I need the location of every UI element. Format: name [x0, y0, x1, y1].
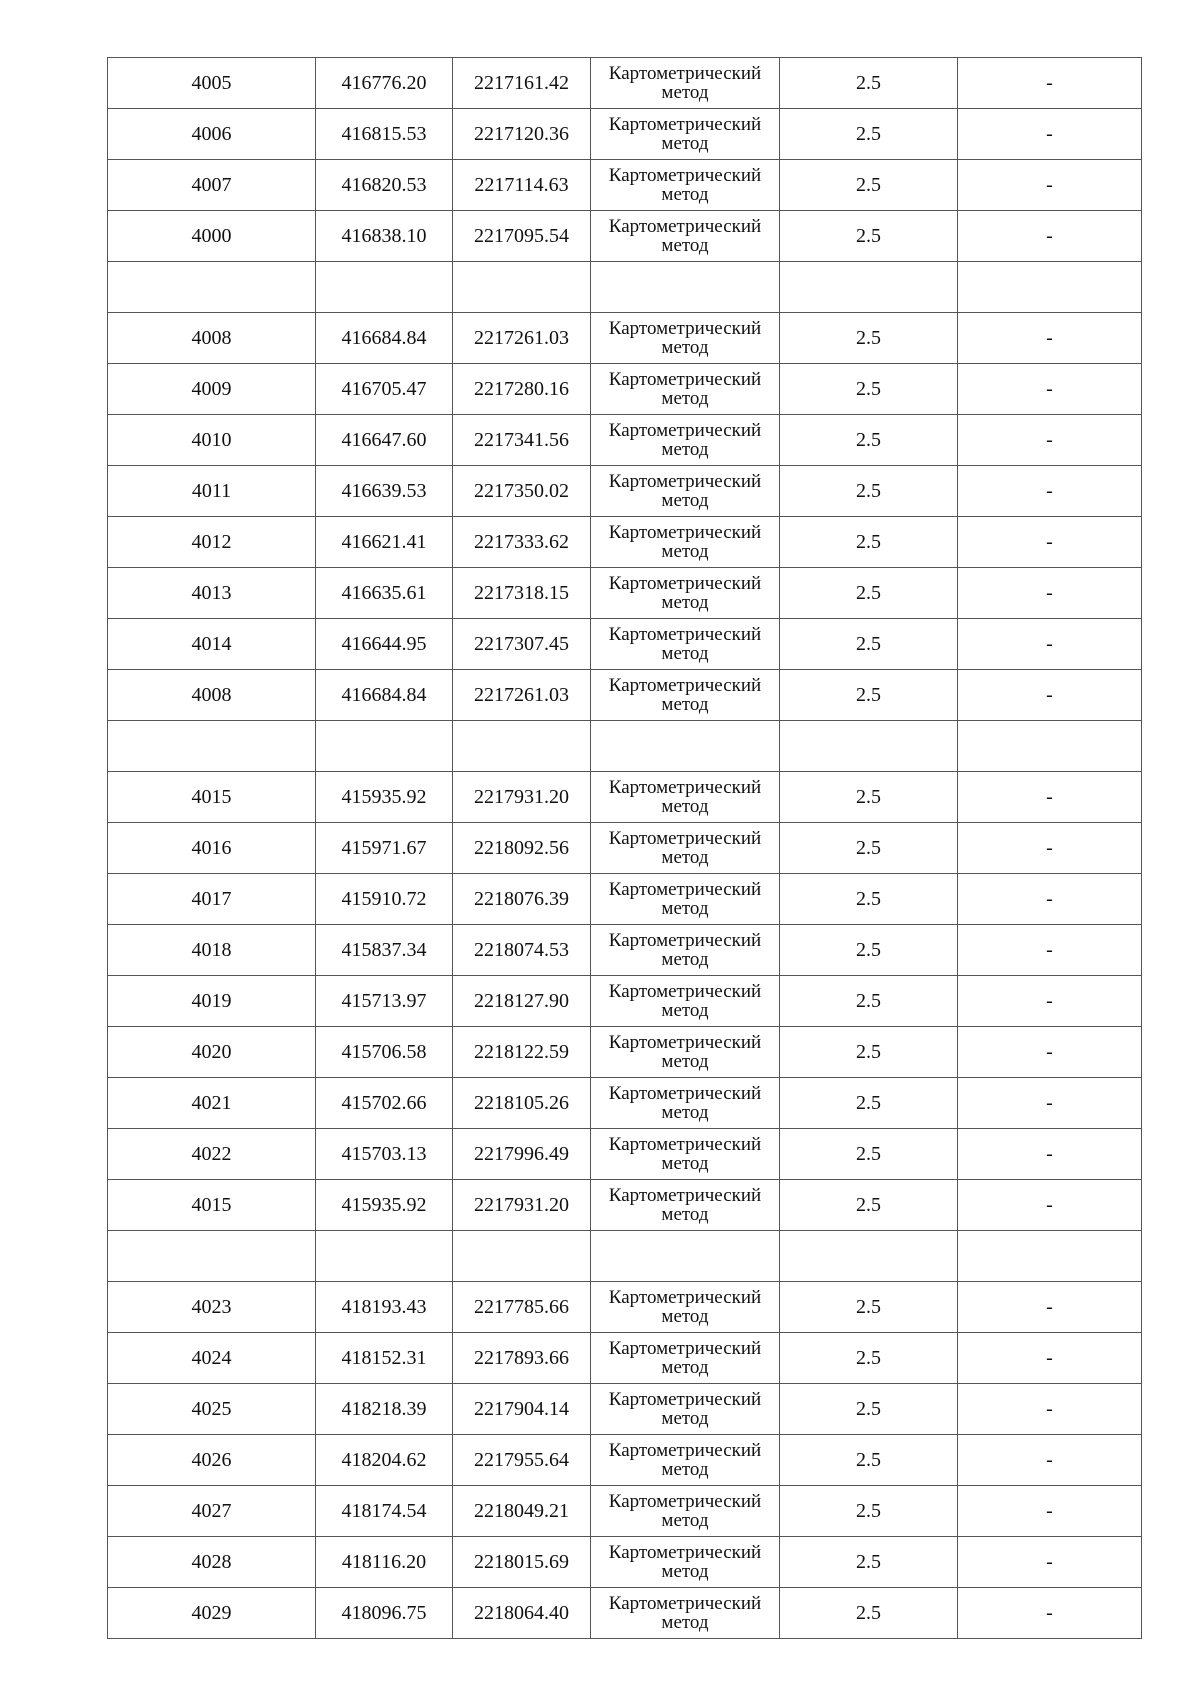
- coordinates-table: [107, 57, 1142, 1639]
- x-coordinate-cell: 415935.92: [316, 772, 453, 823]
- method-cell: Картометрический метод: [591, 1078, 780, 1129]
- note-cell: -: [958, 109, 1142, 160]
- accuracy-cell: 2.5: [780, 415, 958, 466]
- method-cell: Картометрический метод: [591, 211, 780, 262]
- table-row: [108, 1588, 1142, 1639]
- point-number-cell: 4016: [108, 823, 316, 874]
- x-coordinate-cell: 416838.10: [316, 211, 453, 262]
- note-cell: -: [958, 466, 1142, 517]
- y-coordinate-cell: 2217261.03: [453, 670, 591, 721]
- accuracy-cell: 2.5: [780, 1078, 958, 1129]
- note-cell: -: [958, 58, 1142, 109]
- y-coordinate-cell: 2218122.59: [453, 1027, 591, 1078]
- accuracy-cell: 2.5: [780, 772, 958, 823]
- y-coordinate-cell: 2218076.39: [453, 874, 591, 925]
- method-cell: Картометрический метод: [591, 1435, 780, 1486]
- y-coordinate-cell: 2217341.56: [453, 415, 591, 466]
- table-row: [108, 109, 1142, 160]
- accuracy-cell: 2.5: [780, 1129, 958, 1180]
- note-cell: -: [958, 874, 1142, 925]
- empty-cell: [316, 721, 453, 772]
- y-coordinate-cell: 2217333.62: [453, 517, 591, 568]
- accuracy-cell: 2.5: [780, 1435, 958, 1486]
- point-number-cell: 4015: [108, 772, 316, 823]
- y-coordinate-cell: 2218105.26: [453, 1078, 591, 1129]
- note-cell: -: [958, 1180, 1142, 1231]
- note-cell: -: [958, 925, 1142, 976]
- method-cell: Картометрический метод: [591, 619, 780, 670]
- table-row: [108, 1078, 1142, 1129]
- point-number-cell: 4007: [108, 160, 316, 211]
- accuracy-cell: 2.5: [780, 670, 958, 721]
- point-number-cell: 4024: [108, 1333, 316, 1384]
- table-row: [108, 160, 1142, 211]
- table-row: [108, 1486, 1142, 1537]
- empty-cell: [108, 721, 316, 772]
- table-row: [108, 1537, 1142, 1588]
- note-cell: -: [958, 1588, 1142, 1639]
- point-number-cell: 4008: [108, 670, 316, 721]
- method-cell: Картометрический метод: [591, 1027, 780, 1078]
- x-coordinate-cell: 416647.60: [316, 415, 453, 466]
- y-coordinate-cell: 2218092.56: [453, 823, 591, 874]
- accuracy-cell: 2.5: [780, 1027, 958, 1078]
- empty-cell: [780, 1231, 958, 1282]
- accuracy-cell: 2.5: [780, 976, 958, 1027]
- note-cell: -: [958, 1078, 1142, 1129]
- accuracy-cell: 2.5: [780, 160, 958, 211]
- point-number-cell: 4028: [108, 1537, 316, 1588]
- x-coordinate-cell: 418152.31: [316, 1333, 453, 1384]
- x-coordinate-cell: 415713.97: [316, 976, 453, 1027]
- table-row: [108, 1129, 1142, 1180]
- y-coordinate-cell: 2217955.64: [453, 1435, 591, 1486]
- method-cell: Картометрический метод: [591, 1486, 780, 1537]
- point-number-cell: 4015: [108, 1180, 316, 1231]
- accuracy-cell: 2.5: [780, 1486, 958, 1537]
- y-coordinate-cell: 2217307.45: [453, 619, 591, 670]
- point-number-cell: 4026: [108, 1435, 316, 1486]
- method-cell: Картометрический метод: [591, 1384, 780, 1435]
- empty-cell: [591, 262, 780, 313]
- y-coordinate-cell: 2217350.02: [453, 466, 591, 517]
- table-row: [108, 517, 1142, 568]
- method-cell: Картометрический метод: [591, 415, 780, 466]
- accuracy-cell: 2.5: [780, 517, 958, 568]
- accuracy-cell: 2.5: [780, 364, 958, 415]
- table-row: [108, 1027, 1142, 1078]
- y-coordinate-cell: 2217893.66: [453, 1333, 591, 1384]
- point-number-cell: 4021: [108, 1078, 316, 1129]
- table-row: [108, 1180, 1142, 1231]
- table-row: [108, 313, 1142, 364]
- y-coordinate-cell: 2218074.53: [453, 925, 591, 976]
- point-number-cell: 4019: [108, 976, 316, 1027]
- point-number-cell: 4010: [108, 415, 316, 466]
- note-cell: -: [958, 670, 1142, 721]
- accuracy-cell: 2.5: [780, 823, 958, 874]
- y-coordinate-cell: 2217931.20: [453, 772, 591, 823]
- table-row: [108, 670, 1142, 721]
- point-number-cell: 4022: [108, 1129, 316, 1180]
- point-number-cell: 4020: [108, 1027, 316, 1078]
- empty-cell: [958, 721, 1142, 772]
- x-coordinate-cell: 415703.13: [316, 1129, 453, 1180]
- y-coordinate-cell: 2217095.54: [453, 211, 591, 262]
- x-coordinate-cell: 415837.34: [316, 925, 453, 976]
- x-coordinate-cell: 416644.95: [316, 619, 453, 670]
- x-coordinate-cell: 418204.62: [316, 1435, 453, 1486]
- accuracy-cell: 2.5: [780, 1537, 958, 1588]
- accuracy-cell: 2.5: [780, 1333, 958, 1384]
- note-cell: -: [958, 364, 1142, 415]
- table-row: [108, 466, 1142, 517]
- x-coordinate-cell: 416684.84: [316, 670, 453, 721]
- x-coordinate-cell: 416684.84: [316, 313, 453, 364]
- table-row: [108, 364, 1142, 415]
- y-coordinate-cell: 2217318.15: [453, 568, 591, 619]
- y-coordinate-cell: 2218049.21: [453, 1486, 591, 1537]
- note-cell: -: [958, 313, 1142, 364]
- table-row: [108, 415, 1142, 466]
- empty-cell: [958, 1231, 1142, 1282]
- method-cell: Картометрический метод: [591, 568, 780, 619]
- accuracy-cell: 2.5: [780, 1282, 958, 1333]
- accuracy-cell: 2.5: [780, 313, 958, 364]
- method-cell: Картометрический метод: [591, 109, 780, 160]
- method-cell: Картометрический метод: [591, 1282, 780, 1333]
- point-number-cell: 4008: [108, 313, 316, 364]
- point-number-cell: 4011: [108, 466, 316, 517]
- method-cell: Картометрический метод: [591, 1333, 780, 1384]
- table-row: [108, 58, 1142, 109]
- y-coordinate-cell: 2218015.69: [453, 1537, 591, 1588]
- method-cell: Картометрический метод: [591, 517, 780, 568]
- x-coordinate-cell: 415971.67: [316, 823, 453, 874]
- x-coordinate-cell: 415702.66: [316, 1078, 453, 1129]
- note-cell: -: [958, 211, 1142, 262]
- method-cell: Картометрический метод: [591, 466, 780, 517]
- method-cell: Картометрический метод: [591, 976, 780, 1027]
- x-coordinate-cell: 416621.41: [316, 517, 453, 568]
- y-coordinate-cell: 2218127.90: [453, 976, 591, 1027]
- x-coordinate-cell: 416815.53: [316, 109, 453, 160]
- method-cell: Картометрический метод: [591, 874, 780, 925]
- method-cell: Картометрический метод: [591, 772, 780, 823]
- method-cell: Картометрический метод: [591, 1537, 780, 1588]
- empty-cell: [453, 1231, 591, 1282]
- x-coordinate-cell: 416820.53: [316, 160, 453, 211]
- note-cell: -: [958, 568, 1142, 619]
- accuracy-cell: 2.5: [780, 568, 958, 619]
- method-cell: Картометрический метод: [591, 1180, 780, 1231]
- empty-cell: [780, 262, 958, 313]
- table-row: [108, 874, 1142, 925]
- accuracy-cell: 2.5: [780, 619, 958, 670]
- table-row: [108, 1384, 1142, 1435]
- y-coordinate-cell: 2217931.20: [453, 1180, 591, 1231]
- method-cell: Картометрический метод: [591, 1588, 780, 1639]
- note-cell: -: [958, 772, 1142, 823]
- x-coordinate-cell: 416776.20: [316, 58, 453, 109]
- table-row: [108, 1282, 1142, 1333]
- x-coordinate-cell: 416639.53: [316, 466, 453, 517]
- y-coordinate-cell: 2217996.49: [453, 1129, 591, 1180]
- point-number-cell: 4014: [108, 619, 316, 670]
- table-row: [108, 211, 1142, 262]
- point-number-cell: 4005: [108, 58, 316, 109]
- accuracy-cell: 2.5: [780, 109, 958, 160]
- table-row: [108, 925, 1142, 976]
- note-cell: -: [958, 823, 1142, 874]
- y-coordinate-cell: 2217161.42: [453, 58, 591, 109]
- empty-cell: [958, 262, 1142, 313]
- method-cell: Картометрический метод: [591, 160, 780, 211]
- empty-cell: [453, 262, 591, 313]
- empty-cell: [316, 262, 453, 313]
- empty-cell: [108, 1231, 316, 1282]
- coordinates-table-body: [108, 58, 1142, 1639]
- separator-row: [108, 721, 1142, 772]
- x-coordinate-cell: 415706.58: [316, 1027, 453, 1078]
- method-cell: Картометрический метод: [591, 58, 780, 109]
- note-cell: -: [958, 1537, 1142, 1588]
- note-cell: -: [958, 1384, 1142, 1435]
- y-coordinate-cell: 2217261.03: [453, 313, 591, 364]
- table-row: [108, 823, 1142, 874]
- table-row: [108, 1333, 1142, 1384]
- note-cell: -: [958, 1486, 1142, 1537]
- separator-row: [108, 262, 1142, 313]
- note-cell: -: [958, 415, 1142, 466]
- accuracy-cell: 2.5: [780, 58, 958, 109]
- accuracy-cell: 2.5: [780, 466, 958, 517]
- point-number-cell: 4000: [108, 211, 316, 262]
- table-row: [108, 619, 1142, 670]
- table-row: [108, 1435, 1142, 1486]
- method-cell: Картометрический метод: [591, 1129, 780, 1180]
- table-row: [108, 976, 1142, 1027]
- note-cell: -: [958, 1027, 1142, 1078]
- x-coordinate-cell: 418193.43: [316, 1282, 453, 1333]
- point-number-cell: 4017: [108, 874, 316, 925]
- empty-cell: [316, 1231, 453, 1282]
- x-coordinate-cell: 416635.61: [316, 568, 453, 619]
- x-coordinate-cell: 418096.75: [316, 1588, 453, 1639]
- note-cell: -: [958, 619, 1142, 670]
- point-number-cell: 4018: [108, 925, 316, 976]
- point-number-cell: 4023: [108, 1282, 316, 1333]
- empty-cell: [591, 1231, 780, 1282]
- note-cell: -: [958, 1333, 1142, 1384]
- empty-cell: [591, 721, 780, 772]
- table-row: [108, 568, 1142, 619]
- point-number-cell: 4025: [108, 1384, 316, 1435]
- y-coordinate-cell: 2217280.16: [453, 364, 591, 415]
- y-coordinate-cell: 2217114.63: [453, 160, 591, 211]
- separator-row: [108, 1231, 1142, 1282]
- method-cell: Картометрический метод: [591, 364, 780, 415]
- empty-cell: [108, 262, 316, 313]
- note-cell: -: [958, 1435, 1142, 1486]
- empty-cell: [453, 721, 591, 772]
- x-coordinate-cell: 418116.20: [316, 1537, 453, 1588]
- x-coordinate-cell: 415910.72: [316, 874, 453, 925]
- x-coordinate-cell: 415935.92: [316, 1180, 453, 1231]
- point-number-cell: 4012: [108, 517, 316, 568]
- x-coordinate-cell: 416705.47: [316, 364, 453, 415]
- x-coordinate-cell: 418218.39: [316, 1384, 453, 1435]
- y-coordinate-cell: 2217120.36: [453, 109, 591, 160]
- point-number-cell: 4009: [108, 364, 316, 415]
- y-coordinate-cell: 2218064.40: [453, 1588, 591, 1639]
- accuracy-cell: 2.5: [780, 1588, 958, 1639]
- y-coordinate-cell: 2217904.14: [453, 1384, 591, 1435]
- accuracy-cell: 2.5: [780, 1384, 958, 1435]
- note-cell: -: [958, 976, 1142, 1027]
- x-coordinate-cell: 418174.54: [316, 1486, 453, 1537]
- table-row: [108, 772, 1142, 823]
- point-number-cell: 4029: [108, 1588, 316, 1639]
- method-cell: Картометрический метод: [591, 313, 780, 364]
- method-cell: Картометрический метод: [591, 670, 780, 721]
- point-number-cell: 4013: [108, 568, 316, 619]
- method-cell: Картометрический метод: [591, 823, 780, 874]
- note-cell: -: [958, 517, 1142, 568]
- accuracy-cell: 2.5: [780, 874, 958, 925]
- point-number-cell: 4006: [108, 109, 316, 160]
- accuracy-cell: 2.5: [780, 1180, 958, 1231]
- empty-cell: [780, 721, 958, 772]
- note-cell: -: [958, 160, 1142, 211]
- point-number-cell: 4027: [108, 1486, 316, 1537]
- note-cell: -: [958, 1282, 1142, 1333]
- accuracy-cell: 2.5: [780, 211, 958, 262]
- method-cell: Картометрический метод: [591, 925, 780, 976]
- y-coordinate-cell: 2217785.66: [453, 1282, 591, 1333]
- note-cell: -: [958, 1129, 1142, 1180]
- accuracy-cell: 2.5: [780, 925, 958, 976]
